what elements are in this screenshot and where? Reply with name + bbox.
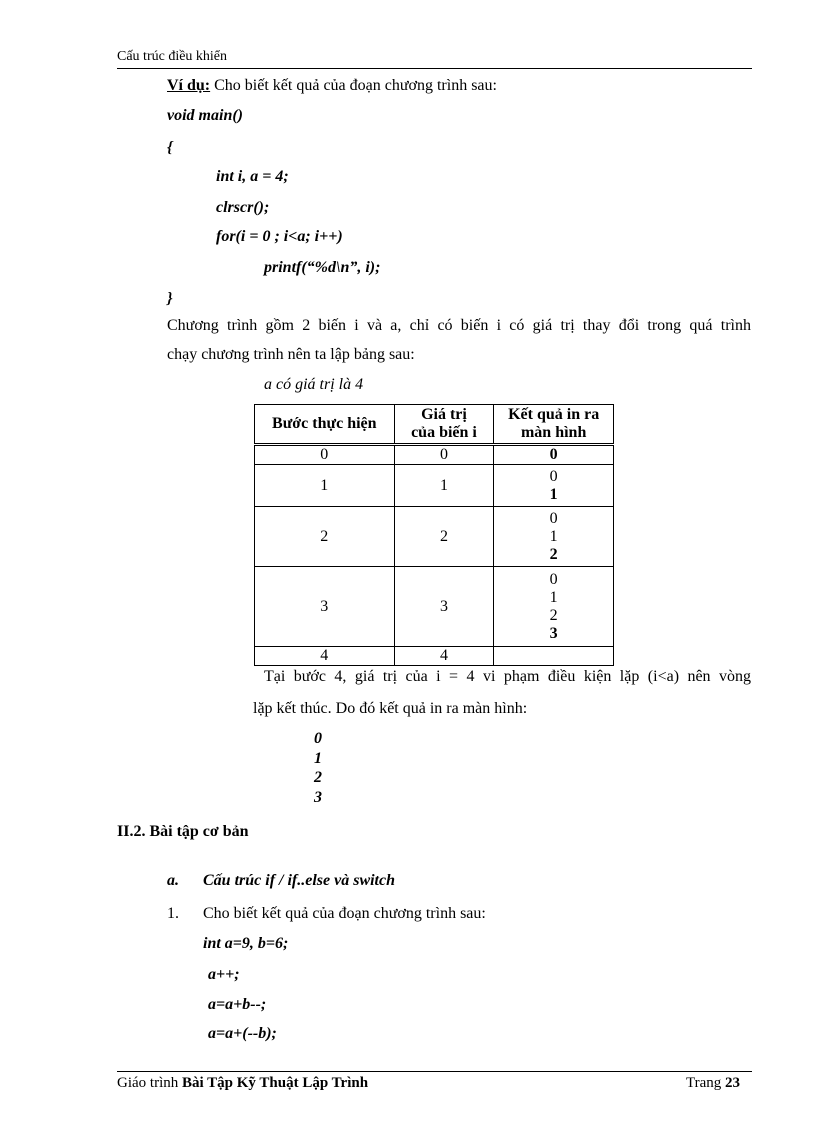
output-value: 2 [314, 769, 322, 786]
example-intro [167, 77, 497, 95]
paragraph-line: lặp kết thúc. Do đó kết quả in ra màn hình: [253, 700, 528, 717]
column-header-step: Bước thực hiện [255, 405, 395, 445]
output-value: 3 [314, 788, 322, 806]
table-row [255, 567, 614, 647]
trace-table [254, 404, 614, 666]
subsection-label: a. [167, 872, 179, 889]
cell-i: 4 [394, 647, 494, 666]
cell-output: 0 1 2 3 [494, 567, 614, 647]
cell-output [494, 647, 614, 666]
paragraph-line: Tại bước 4, giá trị của i = 4 vi phạm điều kiện lặp (i<a) nên vòng [264, 668, 751, 685]
section-title: II.2. Bài tập cơ bản [117, 823, 249, 840]
code-line: int i, a = 4; [216, 168, 289, 185]
table-row [255, 445, 614, 465]
code-line: printf(“%d\n”, i); [264, 259, 381, 276]
output-list [314, 729, 322, 807]
code-line: a=a+(--b); [208, 1025, 277, 1042]
cell-step: 4 [255, 647, 395, 666]
cell-step: 2 [255, 507, 395, 567]
cell-i: 1 [394, 465, 494, 507]
code-line: clrscr(); [216, 199, 270, 216]
table-header-row [255, 405, 614, 445]
table-row [255, 647, 614, 666]
code-line: { [167, 139, 173, 156]
cell-step: 1 [255, 465, 395, 507]
cell-step: 0 [255, 445, 395, 465]
code-line: } [167, 290, 173, 307]
cell-output: 0 [494, 445, 614, 465]
cell-output: 0 1 2 [494, 507, 614, 567]
item-text: Cho biết kết quả của đoạn chương trình sau: [203, 905, 486, 922]
cell-i: 2 [394, 507, 494, 567]
table-row [255, 507, 614, 567]
output-value: 0 [314, 730, 322, 747]
code-line: a++; [208, 966, 240, 983]
page-header-title: Cấu trúc điều khiển [117, 49, 228, 64]
cell-i: 0 [394, 445, 494, 465]
column-header-output: Kết quả in ra màn hình [494, 405, 614, 445]
code-line: int a=9, b=6; [203, 935, 289, 952]
paragraph-line: Chương trình gồm 2 biến i và a, chỉ có biến i có giá trị thay đổi trong quá trình [167, 317, 751, 334]
page-number: Trang 23 [686, 1075, 741, 1091]
code-line: for(i = 0 ; i<a; i++) [216, 228, 343, 245]
cell-step: 3 [255, 567, 395, 647]
header-divider [117, 68, 752, 69]
table-caption: a có giá trị là 4 [264, 376, 364, 393]
example-label: Ví dụ: [167, 77, 211, 94]
output-value: 1 [314, 749, 322, 767]
code-line: void main() [167, 107, 243, 124]
paragraph-line: chạy chương trình nên ta lập bảng sau: [167, 346, 415, 363]
cell-i: 3 [394, 567, 494, 647]
subsection-title: Cấu trúc if / if..else và switch [203, 872, 395, 889]
cell-output: 0 1 [494, 465, 614, 507]
footer-book-title: Giáo trình Bài Tập Kỹ Thuật Lập Trình [117, 1075, 369, 1091]
footer-divider [117, 1071, 752, 1072]
example-intro-text: Cho biết kết quả của đoạn chương trình sau: [210, 77, 497, 94]
table-row [255, 465, 614, 507]
column-header-i: Giá trị của biến i [394, 405, 494, 445]
item-number: 1. [167, 905, 179, 922]
code-line: a=a+b--; [208, 996, 267, 1013]
